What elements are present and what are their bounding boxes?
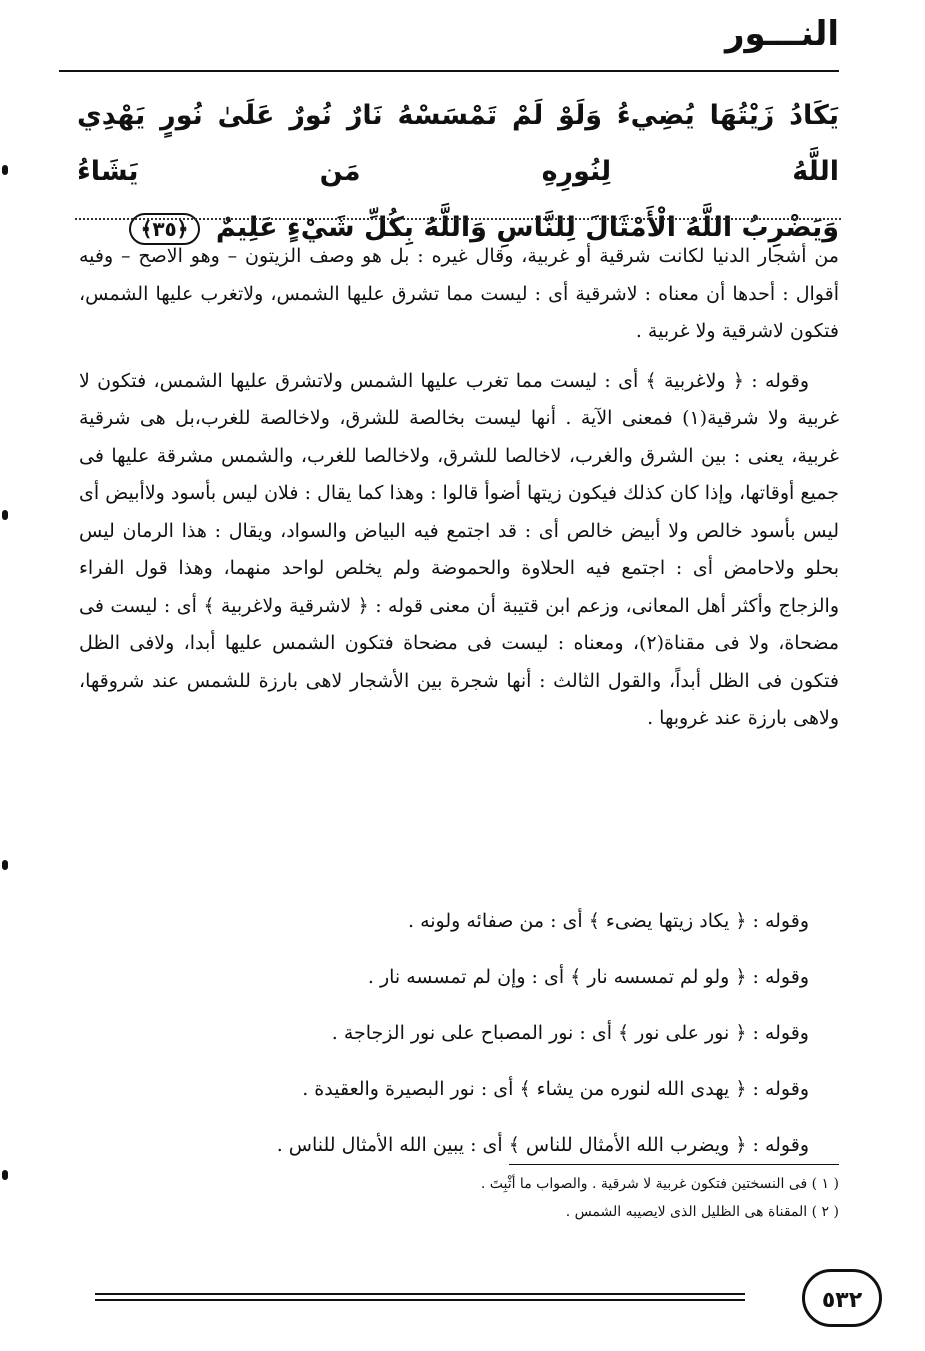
quote-line: وقوله : ﴿ ويضرب الله الأمثال للناس ﴾ أى : يبين الله الأمثال للناس . (276, 1134, 809, 1156)
scan-mark (2, 510, 8, 520)
quote-line: وقوله : ﴿ ولو لم تمسسه نار ﴾ أى : وإن لم تمسسه نار . (367, 966, 809, 988)
commentary-paragraph: من أشجار الدنيا لكانت شرقية أو غربية، وقال غيره : بل هو وصف الزيتون – وهو الاصح – وفيه أقوال : أحدها أن معناه : لاشرقية أى : ليست مما تشرق عليها الشمس، ولاتغرب عليها الشمس، فتكون لاشرقية ولا غربية . (79, 245, 839, 342)
quote-line: وقوله : ﴿ يهدى الله لنوره من يشاء ﴾ أى : نور البصيرة والعقيدة . (302, 1078, 809, 1100)
footer-rule-top (95, 1293, 745, 1295)
verse-line-2: وَيَضْرِبُ اللَّهُ الْأَمْثَالَ لِلنَّاسِ وَاللَّهُ بِكُلِّ شَيْءٍ عَلِيمٌ (215, 212, 839, 243)
verse-line-1: يَكَادُ زَيْتُهَا يُضِيءُ وَلَوْ لَمْ تَمْسَسْهُ نَارٌ نُورٌ عَلَىٰ نُورٍ يَهْدِي اللَّهُ لِنُورِهِ مَن يَشَاءُ (77, 100, 839, 187)
footnote-rule (509, 1164, 839, 1165)
verse-number-marker: ﴿٣٥﴾ (129, 213, 201, 245)
page-number: ٥٣٢ (802, 1269, 882, 1327)
page-header (59, 14, 839, 74)
scan-mark (2, 860, 8, 870)
scan-mark (2, 1170, 8, 1180)
footnote-1: ( ١ ) فى النسختين فتكون غربية لا شرقية . والصواب ما أثْبِتَ . (480, 1176, 839, 1192)
scan-mark (2, 165, 8, 175)
commentary-paragraph: وقوله : ﴿ ولاغربية ﴾ أى : ليست مما تغرب عليها الشمس ولاتشرق عليها الشمس، فتكون لا غربية ولا شرقية(١) فمعنى الآية . أنها ليست بخالصة للشرق، ولاخالصة للغرب،بل هى شرقية غربية، يعنى : بين الشرق والغرب، لاخالصا للشرق، ولاخالصا للغرب، والشمس مشرقة عليها فى جميع أوقاتها، وإذا كان كذلك فيكون زيتها أضوأ قالوا : وهذا كما يقال : فلان ليس بأسود ولاأبيض أى ليس بأسود خالص ولا أبيض خالص أى : قد اجتمع فيه البياض والسواد، ويقال : هذا الرمان ليس بحلو ولاحامض أى : اجتمع فيه الحلاوة والحموضة ولم يخلص لواحد منهما، وهذا قول الفراء والزجاج وأكثر أهل المعانى، وزعم ابن قتيبة أن معنى قوله : ﴿ لاشرقية ولاغربية ﴾ أى : ليست فى مضحاة، ولا فى مقناة(٢)، ومعناه : ليست فى مضحاة فتكون الشمس عليها أبدا، ولافى الظل فتكون فى الظل أبداً، والقول الثالث : أنها شجرة بين الأشجار لاهى بارزة للشمس عند شروقها، ولاهى بارزة عند غروبها . (79, 369, 840, 729)
commentary-text (79, 238, 839, 750)
quote-line: وقوله : ﴿ يكاد زيتها يضىء ﴾ أى : من صفائه ولونه . (408, 910, 809, 932)
quote-line: وقوله : ﴿ نور على نور ﴾ أى : نور المصباح على نور الزجاجة . (331, 1022, 809, 1044)
verse-separator-rule (75, 218, 841, 220)
header-rule (59, 70, 839, 72)
footnotes (79, 1170, 839, 1226)
quote-list (79, 893, 839, 1173)
footer-rule-bottom (95, 1299, 745, 1301)
verse-number: ٣٥ (152, 216, 177, 241)
footnote-2: ( ٢ ) المقناة هى الظليل الذى لايصيبه الشمس . (565, 1204, 839, 1220)
surah-title: النـــور (724, 14, 839, 54)
quran-verse (77, 88, 839, 256)
